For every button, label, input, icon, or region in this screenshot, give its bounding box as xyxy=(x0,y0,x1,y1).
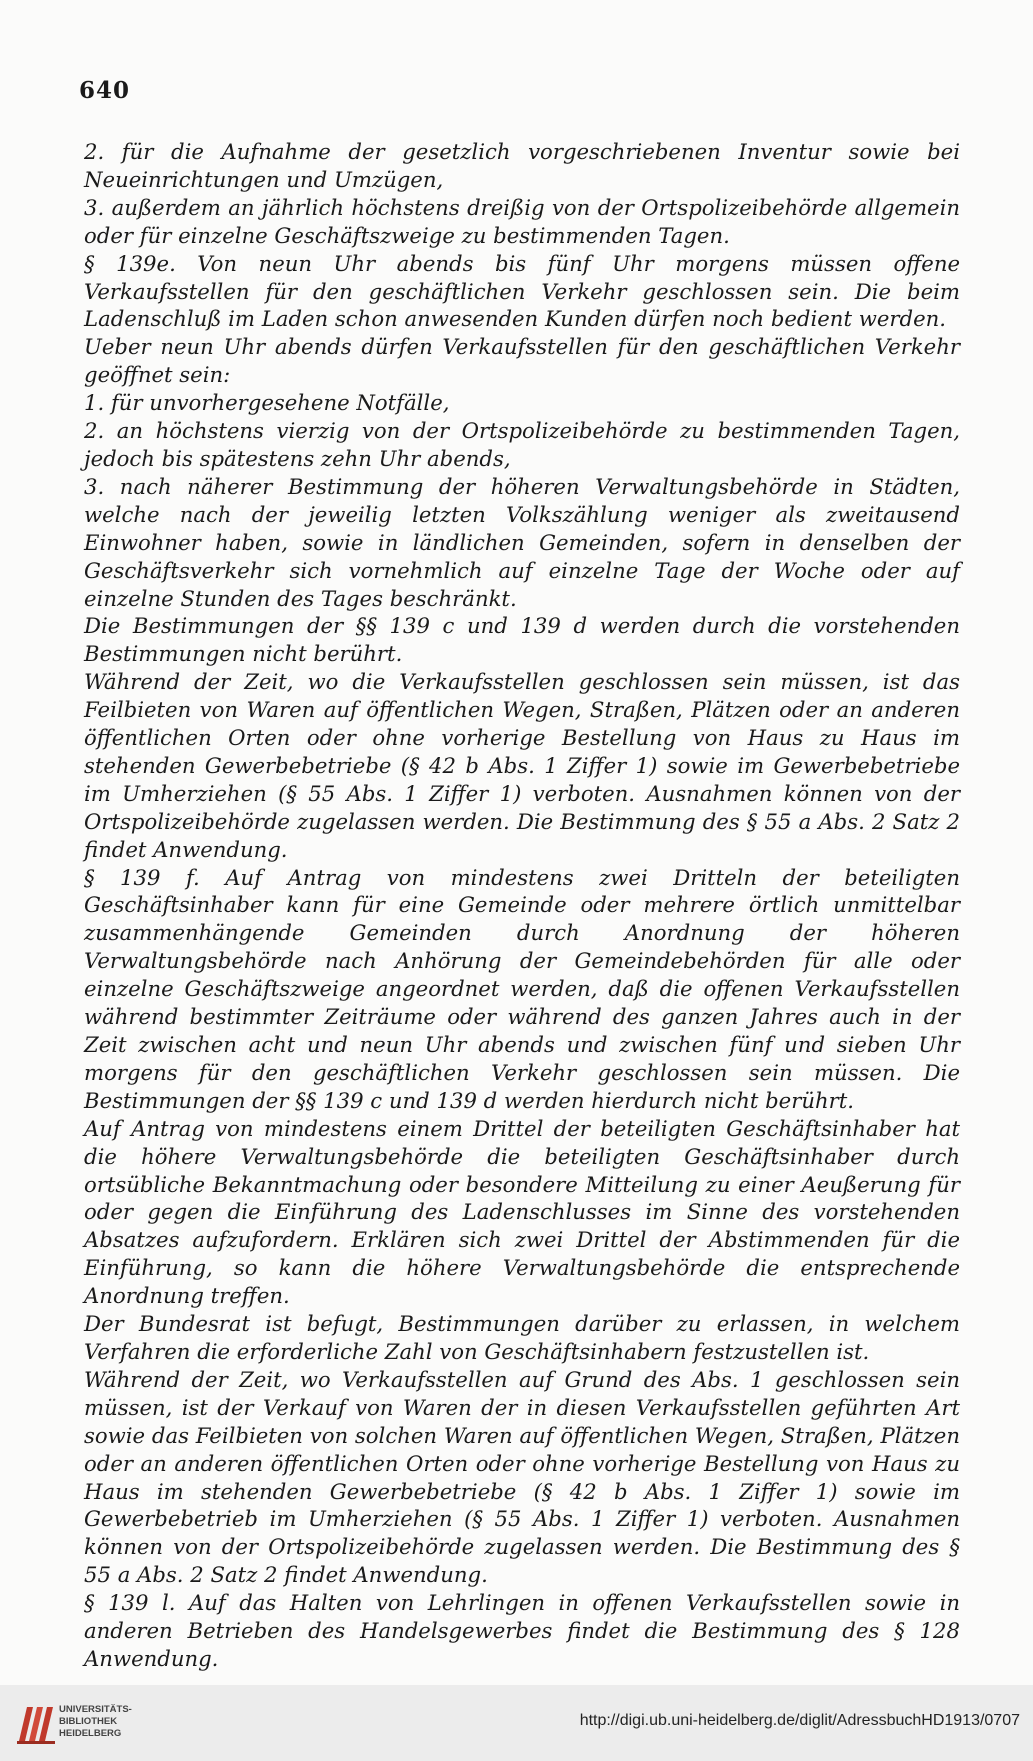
paragraph: § 139 l. Auf das Halten von Lehrlingen in offenen Verkaufsstellen sowie in anderen Betrieben des Handelsgewerbes findet die Bestimmung des § 128 Anwendung. xyxy=(84,1590,960,1671)
page-number: 640 xyxy=(79,77,131,104)
paragraph: § 139e. Von neun Uhr abends bis fünf Uhr morgens müssen offene Verkaufsstellen für den geschäftlichen Verkehr geschlossen sein. Die beim Ladenschluß im Laden schon anwesenden Kunden dürfen noch bedient werden. xyxy=(84,250,960,332)
paragraph: Auf Antrag von mindestens einem Drittel der beteiligten Geschäftsinhaber hat die höhere Verwaltungsbehörde die beteiligten Geschäftsinhaber durch ortsübliche Bekanntmachung oder besondere Mitteilung zu einer Aeußerung für oder gegen die Einführung des Ladenschlusses im Sinne des vorstehenden Absatzes aufzufordern. Erklären sich zwei Drittel der Abstimmenden für die Einführung, so kann die höhere Verwaltungsbehörde die entsprechende Anordnung treffen. xyxy=(84,1115,960,1309)
paragraph: 3. außerdem an jährlich höchstens dreißig von der Ortspolizeibehörde allgemein oder für einzelne Geschäftszweige zu bestimmenden Tagen. xyxy=(84,194,960,248)
paragraph: Ueber neun Uhr abends dürfen Verkaufsstellen für den geschäftlichen Verkehr geöffnet sein: xyxy=(84,334,960,388)
paragraph: Während der Zeit, wo die Verkaufsstellen geschlossen sein müssen, ist das Feilbieten von Waren auf öffentlichen Wegen, Straßen, Plätzen oder an anderen öffentlichen Orten oder ohne vorherige Bestellung von Haus zu Haus im stehenden Gewerbebetriebe (§ 42 b Abs. 1 Ziffer 1) sowie im Gewerbebetriebe im Umherziehen (§ 55 Abs. 1 Ziffer 1) verboten. Ausnahmen können von der Ortspolizeibehörde zugelassen werden. Die Bestimmung des § 55 a Abs. 2 Satz 2 findet Anwendung. xyxy=(84,669,960,862)
paragraph: 2. für die Aufnahme der gesetzlich vorgeschriebenen Inventur sowie bei Neueinrichtungen und Umzügen, xyxy=(84,139,960,192)
paragraph: Der Bundesrat ist befugt, Bestimmungen darüber zu erlassen, in welchem Verfahren die erforderliche Zahl von Geschäftsinhabern festzustellen ist. xyxy=(84,1311,960,1364)
university-library-logo-icon xyxy=(13,1697,57,1747)
paragraph: Während der Zeit, wo Verkaufsstellen auf Grund des Abs. 1 geschlossen sein müssen, ist der Verkauf von Waren der in diesen Verkaufsstellen geführten Art sowie das Feilbieten von solchen Waren auf öffentlichen Wegen, Straßen, Plätzen oder an anderen öffentlichen Orten oder ohne vorherige Bestellung von Haus zu Haus im stehenden Gewerbebetriebe (§ 42 b Abs. 1 Ziffer 1) sowie im Gewerbebetrieb im Umherziehen (§ 55 Abs. 1 Ziffer 1) verboten. Ausnahmen können von der Ortspolizeibehörde zugelassen werden. Die Bestimmung des § 55 a Abs. 2 Satz 2 findet Anwendung. xyxy=(84,1366,960,1588)
library-name: UNIVERSITÄTS- BIBLIOTHEK HEIDELBERG xyxy=(59,1704,132,1739)
paragraph: Die Bestimmungen der §§ 139 c und 139 d werden durch die vorstehenden Bestimmungen nicht berührt. xyxy=(84,613,960,667)
source-url-link[interactable]: http://digi.ub.uni-heidelberg.de/diglit/AdressbuchHD1913/0707 xyxy=(579,1712,1020,1729)
body-text xyxy=(84,138,960,1673)
paragraph: 2. an höchstens vierzig von der Ortspolizeibehörde zu bestimmenden Tagen, jedoch bis spätestens zehn Uhr abends, xyxy=(84,418,960,471)
paragraph: 1. für unvorhergesehene Notfälle, xyxy=(84,390,450,416)
paragraph: 3. nach näherer Bestimmung der höheren Verwaltungsbehörde in Städten, welche nach der jeweilig letzten Volkszählung weniger als zweitausend Einwohner haben, sowie in ländlichen Gemeinden, sofern in denselben der Geschäftsverkehr sich vornehmlich auf einzelne Tage der Woche oder auf einzelne Stunden des Tages beschränkt. xyxy=(84,473,960,611)
footer-bar xyxy=(0,1685,1033,1761)
paragraph: § 139 f. Auf Antrag von mindestens zwei Dritteln der beteiligten Geschäftsinhaber kann für eine Gemeinde oder mehrere örtlich unmittelbar zusammenhängende Gemeinden durch Anordnung der höheren Verwaltungsbehörde nach Anhörung der Gemeindebehörden für alle oder einzelne Geschäftszweige angeordnet werden, daß die offenen Verkaufsstellen während bestimmter Zeiträume oder während des ganzen Jahres auch in der Zeit zwischen acht und neun Uhr abends und zwischen fünf und sieben Uhr morgens für den geschäftlichen Verkehr geschlossen sein müssen. Die Bestimmungen der §§ 139 c und 139 d werden hierdurch nicht berührt. xyxy=(84,864,960,1113)
